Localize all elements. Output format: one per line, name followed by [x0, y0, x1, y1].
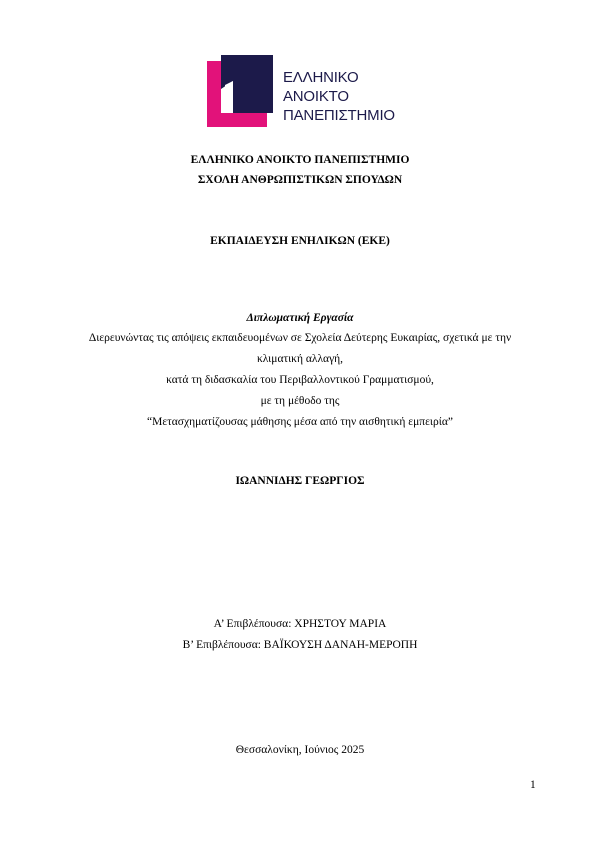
thesis-type: Διπλωματική Εργασία — [246, 312, 354, 324]
thesis-title-line-2: κλιματική αλλαγή, — [256, 353, 344, 365]
thesis-title-line-3: κατά τη διδασκαλία του Περιβαλλοντικού Γραμματισμού, — [166, 374, 434, 386]
thesis-title-line-4: με τη μέθοδο της — [260, 395, 340, 407]
thesis-title-line-5: “Μετασχηματίζουσας μάθησης μέσα από την αισθητική εμπειρία” — [146, 416, 453, 428]
logo-line-1: ΕΛΛΗΝΙΚΟ — [283, 69, 359, 86]
logo-line-3: ΠΑΝΕΠΙΣΤΗΜΙΟ — [283, 107, 395, 124]
logo-line-2: ΑΝΟΙΚΤΟ — [283, 88, 349, 105]
thesis-title-line-1: Διερευνώντας τις απόψεις εκπαιδευομένων σε Σχολεία Δεύτερης Ευκαιρίας, σχετικά με την — [88, 332, 512, 344]
university-name: ΕΛΛΗΝΙΚΟ ΑΝΟΙΚΤΟ ΠΑΝΕΠΙΣΤΗΜΙΟ — [190, 154, 410, 166]
second-supervisor: Β’ Επιβλέπουσα: ΒΑΪΚΟΥΣΗ ΔΑΝΑΗ-ΜΕΡΟΠΗ — [182, 639, 418, 651]
author-name: ΙΩΑΝΝΙΔΗΣ ΓΕΩΡΓΙΟΣ — [235, 475, 365, 487]
program-name: ΕΚΠΑΙΔΕΥΣΗ ΕΝΗΛΙΚΩΝ (ΕΚΕ) — [210, 235, 390, 247]
logo-mark-icon — [207, 55, 279, 127]
place-date: Θεσσαλονίκη, Ιούνιος 2025 — [235, 744, 365, 756]
first-supervisor: Α’ Επιβλέπουσα: ΧΡΗΣΤΟΥ ΜΑΡΙΑ — [213, 618, 387, 630]
school-name: ΣΧΟΛΗ ΑΝΘΡΩΠΙΣΤΙΚΩΝ ΣΠΟΥΔΩΝ — [197, 174, 403, 186]
university-logo — [207, 55, 397, 127]
logo-wordmark — [283, 68, 395, 125]
page-number: 1 — [530, 779, 536, 791]
